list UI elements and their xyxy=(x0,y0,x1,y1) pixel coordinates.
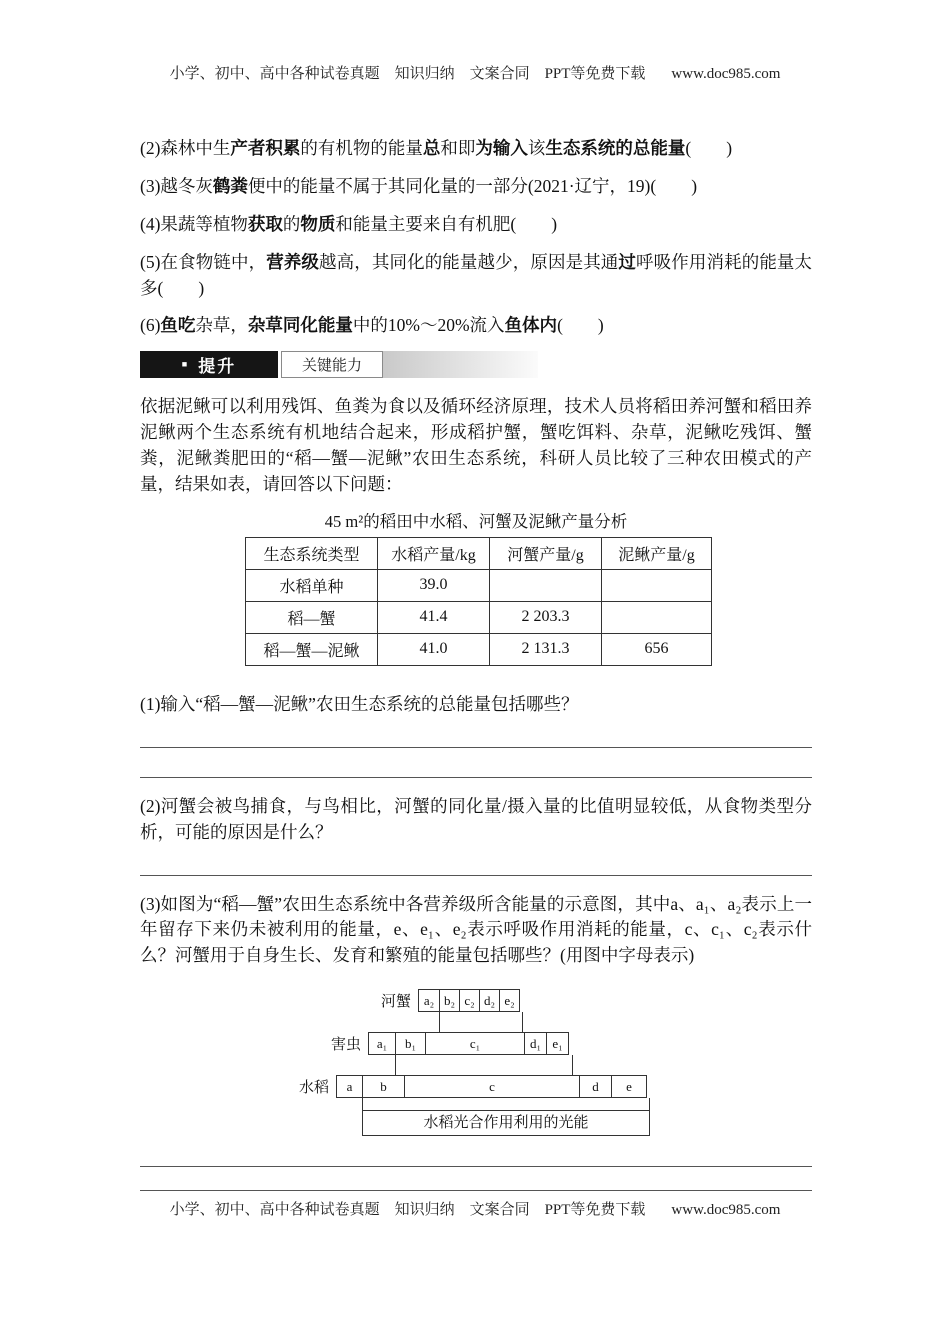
text-segment: ( ) xyxy=(557,315,604,336)
text-segment: 越高，其同化的能量越少，原因是其通 xyxy=(319,251,619,272)
diagram-row-label: 河蟹 xyxy=(380,994,411,1011)
text-segment: 的 xyxy=(282,213,301,234)
table-cell: 稻—蟹—泥鳅 xyxy=(246,633,378,665)
text-segment: (4)果蔬等植物 xyxy=(140,213,248,234)
answer-line xyxy=(140,718,812,748)
text-segment: 物质 xyxy=(300,213,336,234)
text-segment: 和即 xyxy=(440,138,476,158)
table-cell xyxy=(490,569,602,601)
diagram-row-crab xyxy=(372,989,520,1012)
table-row xyxy=(246,633,712,665)
diagram-cell: e₂ xyxy=(499,989,520,1012)
banner-gradient-strip xyxy=(383,351,538,378)
footer-divider xyxy=(140,1190,812,1191)
table-cell xyxy=(602,601,712,633)
answer-line xyxy=(140,846,812,876)
diagram-cell: b₁ xyxy=(395,1032,426,1055)
banner-subtitle: 关键能力 xyxy=(301,358,362,375)
table-cell: 39.0 xyxy=(378,569,490,601)
footer-text: 小学、初中、高中各种试卷真题 知识归纳 文案合同 PPT等免费下载 xyxy=(169,1202,646,1218)
text-segment: 过 xyxy=(618,251,637,272)
production-table xyxy=(245,537,712,666)
diagram-cell: e₁ xyxy=(546,1032,569,1055)
text-segment: 中的10%～20%流入 xyxy=(352,315,505,336)
diagram-cell: d₂ xyxy=(479,989,500,1012)
table-cell: 41.0 xyxy=(378,633,490,665)
text-segment: 总 xyxy=(422,138,441,158)
banner-title-box xyxy=(140,351,278,378)
page-content xyxy=(140,136,812,1167)
table-header-cell: 生态系统类型 xyxy=(246,537,378,569)
diagram-cell: d xyxy=(579,1075,612,1098)
text-segment: 鱼体内 xyxy=(504,315,558,336)
text-segment: (6) xyxy=(140,315,161,336)
table-row xyxy=(246,601,712,633)
table-row xyxy=(246,569,712,601)
text-segment: 鹤粪 xyxy=(212,175,248,196)
answer-line xyxy=(140,1141,812,1167)
table-cell: 稻—蟹 xyxy=(246,601,378,633)
text-segment: 营养级 xyxy=(266,251,320,272)
table-cell: 656 xyxy=(602,633,712,665)
section-banner xyxy=(140,351,538,378)
diagram-cells-rice xyxy=(336,1075,647,1098)
statement-2 xyxy=(140,136,812,162)
question-3: (3)如图为“稻—蟹”农田生态系统中各营养级所含能量的示意图，其中a、a₁、a₂表示上一年留存下来仍未被利用的能量，e、e₁、e₂表示呼吸作用消耗的能量，c、c₁、c₂表示什么？河蟹用于自身生长、发育和繁殖的能量包括哪些？(用图中字母表示) xyxy=(140,893,812,966)
light-energy-box: 水稻光合作用利用的光能 xyxy=(362,1110,650,1136)
diagram-row-label: 害虫 xyxy=(330,1037,361,1054)
statement-6 xyxy=(140,313,812,339)
diagram-cell: c xyxy=(404,1075,580,1098)
diagram-row-pest xyxy=(322,1032,569,1055)
diagram-cell: d₁ xyxy=(524,1032,547,1055)
connector-line xyxy=(439,1012,440,1032)
statement-4 xyxy=(140,212,812,238)
text-segment: ( ) xyxy=(685,138,733,158)
banner-subtitle-box xyxy=(281,351,383,378)
text-segment: 杂草， xyxy=(195,315,248,336)
diagram-cell: c₁ xyxy=(425,1032,525,1055)
banner-title: 提升 xyxy=(198,357,237,377)
text-segment: 获取 xyxy=(247,213,283,234)
text-segment: 鱼吃 xyxy=(160,315,196,336)
page-header xyxy=(0,62,950,83)
connector-line xyxy=(362,1098,363,1110)
text-segment: 杂草同化能量 xyxy=(247,315,353,336)
table-cell xyxy=(602,569,712,601)
diagram-cell: a₂ xyxy=(418,989,440,1012)
answer-line xyxy=(140,748,812,778)
text-segment: (2)森林中生 xyxy=(140,138,231,158)
diagram-cells-pest xyxy=(368,1032,569,1055)
diagram-cells-crab xyxy=(418,989,520,1012)
header-url: www.doc985.com xyxy=(671,66,781,82)
question-1: (1)输入“稻—蟹—泥鳅”农田生态系统的总能量包括哪些？ xyxy=(140,693,579,714)
table-body xyxy=(246,569,712,665)
diagram-cell: b₂ xyxy=(439,989,460,1012)
diagram-row-label: 水稻 xyxy=(298,1080,329,1097)
diagram-row-rice xyxy=(290,1075,647,1098)
diagram-cell: a₁ xyxy=(368,1032,396,1055)
intro-paragraph: 依据泥鳅可以利用残饵、鱼粪为食以及循环经济原理，技术人员将稻田养河蟹和稻田养泥鳅两个生态系统有机地结合起来，形成稻护蟹，蟹吃饵料、杂草，泥鳅吃残饵、蟹粪，泥鳅粪肥田的“稻—蟹—泥鳅”农田生态系统，科研人员比较了三种农田模式的产量，结果如表，请回答以下问题： xyxy=(140,396,812,495)
statement-5 xyxy=(140,250,812,302)
table-title: 45 m²的稻田中水稻、河蟹及泥鳅产量分析 xyxy=(324,511,628,531)
energy-diagram xyxy=(140,989,812,1141)
page-footer xyxy=(0,1198,950,1219)
connector-line xyxy=(649,1098,650,1110)
text-segment: 该 xyxy=(527,138,546,158)
table-header-cell: 泥鳅产量/g xyxy=(602,537,712,569)
diagram-cell: c₂ xyxy=(459,989,480,1012)
question-2: (2)河蟹会被鸟捕食，与鸟相比，河蟹的同化量/摄入量的比值明显较低，从食物类型分析，可能的原因是什么？ xyxy=(140,795,812,842)
statement-3 xyxy=(140,174,812,200)
table-cell: 2 131.3 xyxy=(490,633,602,665)
text-segment: 便中的能量不属于其同化量的一部分(2021·辽宁，19)( ) xyxy=(247,175,698,196)
text-segment: 为输入 xyxy=(475,138,528,158)
connector-line xyxy=(522,1012,523,1032)
footer-url: www.doc985.com xyxy=(671,1202,781,1218)
text-segment: 生态系统的总能量 xyxy=(545,138,686,158)
diagram-cell: b xyxy=(362,1075,405,1098)
text-segment: 产者积累 xyxy=(230,138,301,158)
header-text: 小学、初中、高中各种试卷真题 知识归纳 文案合同 PPT等免费下载 xyxy=(169,66,646,82)
diagram-cell: e xyxy=(611,1075,647,1098)
table-head-row xyxy=(246,537,712,569)
text-segment: 呼吸作用消耗的能量太多( ) xyxy=(140,251,813,298)
connector-line xyxy=(572,1055,573,1075)
diagram-cell: a xyxy=(336,1075,363,1098)
square-bullet-icon: ■ xyxy=(181,359,190,370)
text-segment: (5)在食物链中， xyxy=(140,251,267,272)
text-segment: 的有机物的能量 xyxy=(300,138,423,158)
text-segment: (3)越冬灰 xyxy=(140,175,213,196)
table-cell: 水稻单种 xyxy=(246,569,378,601)
connector-line xyxy=(395,1055,396,1075)
text-segment: 和能量主要来自有机肥( ) xyxy=(335,213,558,234)
table-cell: 41.4 xyxy=(378,601,490,633)
table-header-cell: 河蟹产量/g xyxy=(490,537,602,569)
table-cell: 2 203.3 xyxy=(490,601,602,633)
table-header-cell: 水稻产量/kg xyxy=(378,537,490,569)
